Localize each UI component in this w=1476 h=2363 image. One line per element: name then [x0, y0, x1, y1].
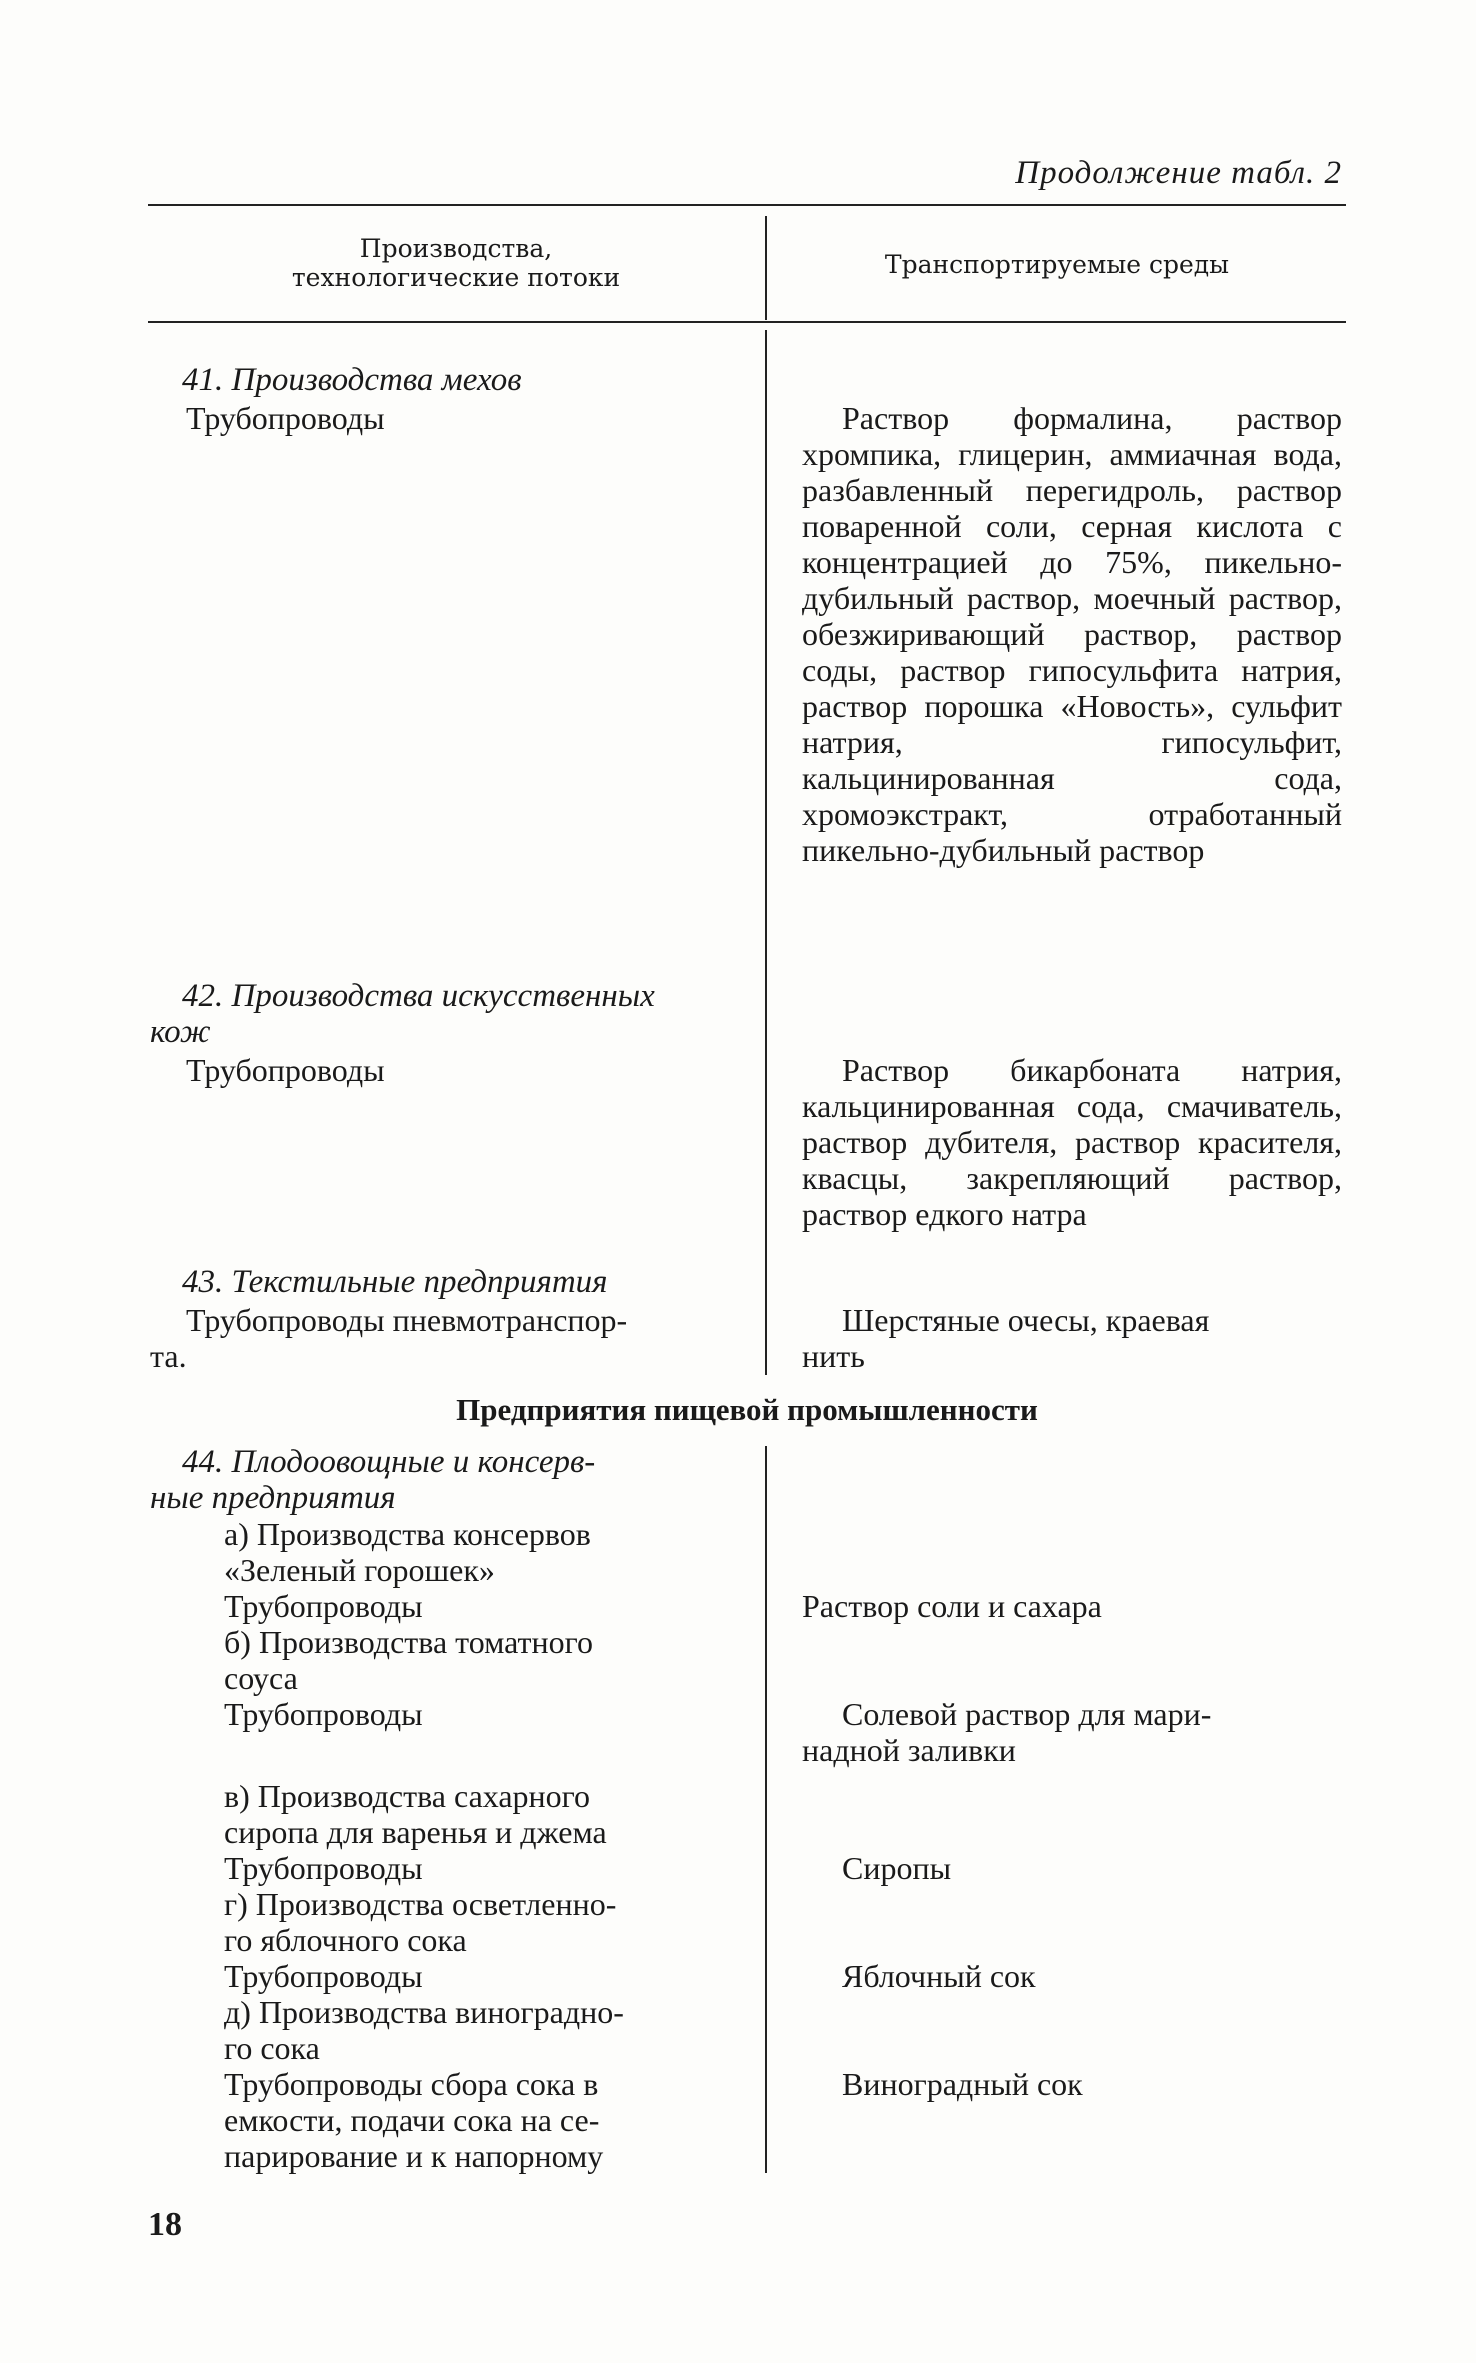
table-top-rule — [148, 204, 1346, 206]
item-d-line1: г) Производства осветленно- — [224, 1886, 617, 1922]
item-e-line2: го сока — [224, 2030, 320, 2066]
section-43-title: 43. Текстильные предприятия — [182, 1264, 608, 1300]
item-e-line1: д) Производства виноградно- — [224, 1994, 624, 2030]
column-divider-lower — [765, 1446, 767, 2173]
item-d-pipes: Трубопроводы — [224, 1958, 423, 1994]
item-b-media-line1: Солевой раствор для мари- — [842, 1696, 1212, 1732]
section-42-title-line2: кож — [150, 1014, 211, 1050]
item-c-media: Сиропы — [842, 1850, 952, 1886]
table-header-rule — [148, 321, 1346, 323]
item-a-line2: «Зеленый горошек» — [224, 1552, 495, 1588]
item-a-line1: а) Производства консервов — [224, 1516, 591, 1552]
section-43-media-line1: Шерстяные очесы, краевая — [842, 1302, 1210, 1338]
section-43-pipes-line2: та. — [150, 1338, 187, 1374]
item-e-media: Виноградный сок — [842, 2066, 1083, 2102]
section-43-media-line2: нить — [802, 1338, 865, 1374]
section-42-title-line1: 42. Производства искусственных — [182, 978, 655, 1014]
item-c-line2: сиропа для варенья и джема — [224, 1814, 607, 1850]
item-e-pipes-line2: емкости, подачи сока на се- — [224, 2102, 600, 2138]
section-42-media: Раствор бикарбоната натрия, кальцинированная сода, смачиватель, раствор дубителя, раствор красителя, квасцы, закрепляющий раствор, раствор едкого натра — [802, 1052, 1342, 1232]
item-b-media-line2: надной заливки — [802, 1732, 1016, 1768]
section-41-title: 41. Производства мехов — [182, 362, 522, 398]
header-column-divider — [765, 216, 767, 320]
table-continuation-title: Продолжение табл. 2 — [1015, 155, 1342, 191]
section-41-media: Раствор формалина, раствор хромпика, глицерин, аммиачная вода, разбавленный перегидроль, раствор поваренной соли, серная кислота с концентрацией до 75%, пикельно-дубильный раствор, моечный раствор, обезжиривающий раствор, раствор соды, раствор гипосульфита натрия, раствор порошка «Новость», сульфит натрия, гипосульфит, кальцинированная сода, хромоэкстракт, отработанный пикельно-дубильный раствор — [802, 400, 1342, 868]
food-industry-heading: Предприятия пищевой промышленности — [456, 1392, 1038, 1427]
item-c-pipes: Трубопроводы — [224, 1850, 423, 1886]
item-b-line2: соуса — [224, 1660, 298, 1696]
header-right: Транспортируемые среды — [884, 250, 1230, 279]
item-d-line2: го яблочного сока — [224, 1922, 467, 1958]
page-number: 18 — [148, 2206, 182, 2243]
header-left-line1: Производства, — [359, 234, 553, 263]
column-divider-upper — [765, 330, 767, 1375]
item-e-pipes-line1: Трубопроводы сбора сока в — [224, 2066, 599, 2102]
item-b-line1: б) Производства томатного — [224, 1624, 593, 1660]
section-44-title-line2: ные предприятия — [150, 1480, 396, 1516]
section-41-pipes: Трубопроводы — [186, 400, 385, 436]
section-44-title-line1: 44. Плодоовощные и консерв- — [182, 1444, 596, 1480]
section-43-pipes-line1: Трубопроводы пневмотранспор- — [186, 1302, 628, 1338]
item-a-pipes: Трубопроводы — [224, 1588, 423, 1624]
item-d-media: Яблочный сок — [842, 1958, 1036, 1994]
item-e-pipes-line3: парирование и к напорному — [224, 2138, 604, 2174]
item-b-pipes: Трубопроводы — [224, 1696, 423, 1732]
header-left-line2: технологические потоки — [291, 263, 621, 292]
item-a-media: Раствор соли и сахара — [802, 1588, 1102, 1624]
item-c-line1: в) Производства сахарного — [224, 1778, 590, 1814]
section-42-pipes: Трубопроводы — [186, 1052, 385, 1088]
header-left — [148, 234, 764, 292]
